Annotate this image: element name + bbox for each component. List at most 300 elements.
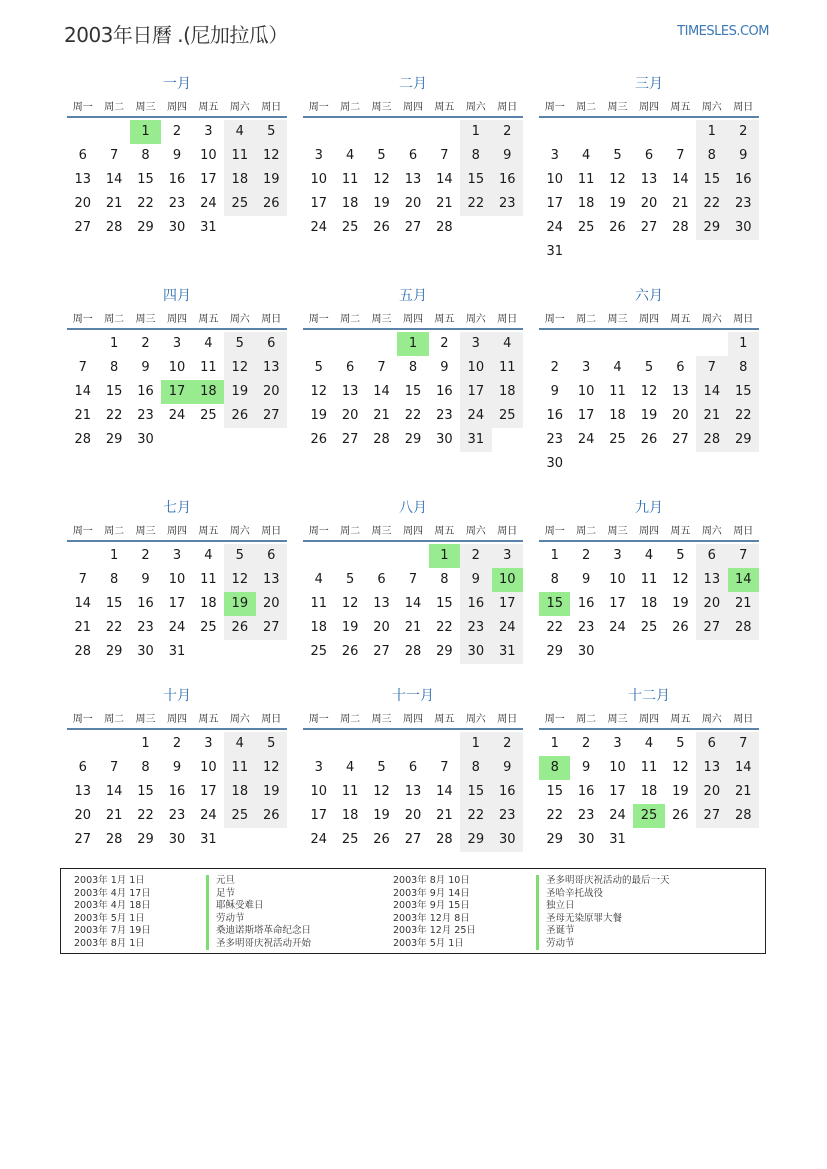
day-cell[interactable]: 7 xyxy=(440,148,449,163)
day-cell[interactable]: 29 xyxy=(460,828,491,852)
day-cell[interactable]: 1 xyxy=(141,736,150,751)
day-cell[interactable]: 11 xyxy=(341,172,359,187)
day-cell[interactable]: 12 xyxy=(672,760,689,775)
day-cell[interactable]: 29 xyxy=(436,644,453,659)
day-cell[interactable]: 13 xyxy=(74,784,91,799)
day-cell[interactable]: 5 xyxy=(256,120,287,144)
day-cell[interactable]: 20 xyxy=(696,780,727,804)
day-cell[interactable]: 28 xyxy=(404,644,422,659)
day-cell[interactable]: 3 xyxy=(613,548,622,563)
day-cell[interactable]: 27 xyxy=(696,804,727,828)
day-cell[interactable]: 22 xyxy=(460,192,491,216)
day-cell[interactable]: 14 xyxy=(105,784,123,799)
day-cell[interactable]: 28 xyxy=(74,432,91,447)
day-cell[interactable]: 28 xyxy=(728,616,759,640)
day-cell[interactable]: 2 xyxy=(460,544,491,568)
day-cell[interactable]: 25 xyxy=(310,644,327,659)
day-cell[interactable]: 9 xyxy=(728,144,759,168)
day-cell[interactable]: 15 xyxy=(696,168,727,192)
day-cell[interactable]: 8 xyxy=(728,356,759,380)
day-cell[interactable]: 23 xyxy=(577,808,595,823)
day-cell[interactable]: 24 xyxy=(310,220,327,235)
day-cell[interactable]: 3 xyxy=(204,124,213,139)
day-cell[interactable]: 28 xyxy=(728,804,759,828)
day-cell[interactable]: 10 xyxy=(609,760,626,775)
day-cell[interactable]: 3 xyxy=(172,548,182,563)
day-cell[interactable]: 5 xyxy=(314,360,323,375)
day-cell[interactable]: 17 xyxy=(200,172,217,187)
day-cell[interactable]: 21 xyxy=(404,620,422,635)
day-cell[interactable]: 23 xyxy=(168,808,186,823)
day-cell[interactable]: 18 xyxy=(640,596,658,611)
day-cell[interactable]: 10 xyxy=(168,360,186,375)
day-cell[interactable]: 23 xyxy=(492,804,523,828)
day-cell[interactable]: 5 xyxy=(644,360,654,375)
day-cell[interactable]: 8 xyxy=(460,756,491,780)
day-cell[interactable]: 26 xyxy=(672,620,689,635)
day-cell[interactable]: 11 xyxy=(224,144,255,168)
day-cell[interactable]: 9 xyxy=(581,760,591,775)
day-cell[interactable]: 27 xyxy=(256,404,287,428)
day-cell[interactable]: 15 xyxy=(105,384,123,399)
day-cell[interactable]: 4 xyxy=(581,148,591,163)
day-cell[interactable]: 12 xyxy=(341,596,359,611)
day-cell[interactable]: 17 xyxy=(161,380,192,404)
day-cell[interactable]: 29 xyxy=(728,428,759,452)
day-cell[interactable]: 25 xyxy=(577,220,595,235)
day-cell[interactable]: 16 xyxy=(546,408,563,423)
day-cell[interactable]: 23 xyxy=(137,620,154,635)
day-cell[interactable]: 27 xyxy=(74,220,91,235)
day-cell[interactable]: 19 xyxy=(609,196,626,211)
day-cell[interactable]: 18 xyxy=(310,620,327,635)
day-cell[interactable]: 30 xyxy=(728,216,759,240)
day-cell[interactable]: 17 xyxy=(168,596,186,611)
day-cell[interactable]: 30 xyxy=(436,432,453,447)
day-cell[interactable]: 31 xyxy=(609,832,626,847)
day-cell[interactable]: 20 xyxy=(404,808,422,823)
day-cell[interactable]: 27 xyxy=(256,616,287,640)
day-cell[interactable]: 21 xyxy=(436,808,453,823)
day-cell[interactable]: 17 xyxy=(546,196,563,211)
day-cell[interactable]: 25 xyxy=(640,620,658,635)
day-cell[interactable]: 4 xyxy=(224,120,255,144)
day-cell[interactable]: 8 xyxy=(440,572,449,587)
day-cell[interactable]: 25 xyxy=(633,804,664,828)
day-cell[interactable]: 22 xyxy=(105,620,123,635)
day-cell[interactable]: 15 xyxy=(404,384,422,399)
day-cell[interactable]: 15 xyxy=(137,172,154,187)
day-cell[interactable]: 13 xyxy=(640,172,658,187)
day-cell[interactable]: 25 xyxy=(341,220,359,235)
day-cell[interactable]: 5 xyxy=(613,148,622,163)
day-cell[interactable]: 16 xyxy=(492,780,523,804)
day-cell[interactable]: 11 xyxy=(577,172,595,187)
day-cell[interactable]: 11 xyxy=(200,572,217,587)
day-cell[interactable]: 25 xyxy=(492,404,523,428)
day-cell[interactable]: 23 xyxy=(137,408,154,423)
day-cell[interactable]: 12 xyxy=(672,572,689,587)
day-cell[interactable]: 22 xyxy=(404,408,422,423)
day-cell[interactable]: 30 xyxy=(168,832,186,847)
day-cell[interactable]: 22 xyxy=(105,408,123,423)
day-cell[interactable]: 1 xyxy=(460,732,491,756)
day-cell[interactable]: 14 xyxy=(436,784,453,799)
day-cell[interactable]: 20 xyxy=(640,196,658,211)
day-cell[interactable]: 4 xyxy=(204,548,213,563)
day-cell[interactable]: 26 xyxy=(341,644,359,659)
day-cell[interactable]: 31 xyxy=(200,220,217,235)
day-cell[interactable]: 16 xyxy=(492,168,523,192)
day-cell[interactable]: 23 xyxy=(460,616,491,640)
day-cell[interactable]: 30 xyxy=(460,640,491,664)
day-cell[interactable]: 3 xyxy=(613,736,622,751)
day-cell[interactable]: 5 xyxy=(345,572,355,587)
day-cell[interactable]: 24 xyxy=(168,408,186,423)
day-cell[interactable]: 23 xyxy=(577,620,595,635)
day-cell[interactable]: 6 xyxy=(78,148,87,163)
day-cell[interactable]: 24 xyxy=(310,832,327,847)
day-cell[interactable]: 7 xyxy=(676,148,685,163)
day-cell[interactable]: 6 xyxy=(408,760,418,775)
day-cell[interactable]: 21 xyxy=(74,620,91,635)
day-cell[interactable]: 2 xyxy=(581,736,591,751)
day-cell[interactable]: 30 xyxy=(492,828,523,852)
day-cell[interactable]: 6 xyxy=(408,148,418,163)
day-cell[interactable]: 15 xyxy=(546,784,563,799)
day-cell[interactable]: 24 xyxy=(492,616,523,640)
day-cell[interactable]: 1 xyxy=(109,336,119,351)
day-cell[interactable]: 20 xyxy=(74,196,91,211)
day-cell[interactable]: 12 xyxy=(373,172,390,187)
day-cell[interactable]: 17 xyxy=(460,380,491,404)
day-cell[interactable]: 13 xyxy=(404,172,422,187)
day-cell[interactable]: 28 xyxy=(74,644,91,659)
day-cell[interactable]: 16 xyxy=(137,384,154,399)
day-cell[interactable]: 1 xyxy=(397,332,428,356)
day-cell[interactable]: 15 xyxy=(539,592,570,616)
day-cell[interactable]: 30 xyxy=(577,644,595,659)
day-cell[interactable]: 18 xyxy=(200,596,217,611)
day-cell[interactable]: 27 xyxy=(696,616,727,640)
day-cell[interactable]: 15 xyxy=(436,596,453,611)
day-cell[interactable]: 18 xyxy=(224,780,255,804)
day-cell[interactable]: 10 xyxy=(609,572,626,587)
day-cell[interactable]: 30 xyxy=(546,456,563,471)
day-cell[interactable]: 27 xyxy=(341,432,359,447)
day-cell[interactable]: 6 xyxy=(377,572,386,587)
day-cell[interactable]: 9 xyxy=(581,572,591,587)
day-cell[interactable]: 25 xyxy=(224,192,255,216)
day-cell[interactable]: 8 xyxy=(460,144,491,168)
day-cell[interactable]: 10 xyxy=(577,384,595,399)
day-cell[interactable]: 24 xyxy=(168,620,186,635)
day-cell[interactable]: 4 xyxy=(613,360,622,375)
day-cell[interactable]: 21 xyxy=(672,196,689,211)
day-cell[interactable]: 22 xyxy=(436,620,453,635)
day-cell[interactable]: 2 xyxy=(728,120,759,144)
day-cell[interactable]: 1 xyxy=(460,120,491,144)
day-cell[interactable]: 18 xyxy=(193,380,224,404)
day-cell[interactable]: 19 xyxy=(224,380,255,404)
day-cell[interactable]: 15 xyxy=(460,168,491,192)
day-cell[interactable]: 4 xyxy=(644,736,654,751)
day-cell[interactable]: 13 xyxy=(696,756,727,780)
day-cell[interactable]: 14 xyxy=(728,568,759,592)
day-cell[interactable]: 22 xyxy=(137,808,154,823)
day-cell[interactable]: 18 xyxy=(224,168,255,192)
day-cell[interactable]: 7 xyxy=(377,360,386,375)
day-cell[interactable]: 4 xyxy=(644,548,654,563)
day-cell[interactable]: 22 xyxy=(460,804,491,828)
day-cell[interactable]: 12 xyxy=(609,172,626,187)
day-cell[interactable]: 27 xyxy=(404,832,422,847)
day-cell[interactable]: 23 xyxy=(168,196,186,211)
day-cell[interactable]: 29 xyxy=(105,432,123,447)
day-cell[interactable]: 22 xyxy=(546,808,563,823)
day-cell[interactable]: 11 xyxy=(492,356,523,380)
day-cell[interactable]: 4 xyxy=(224,732,255,756)
day-cell[interactable]: 1 xyxy=(550,548,559,563)
day-cell[interactable]: 21 xyxy=(74,408,91,423)
day-cell[interactable]: 7 xyxy=(109,760,119,775)
day-cell[interactable]: 1 xyxy=(728,332,759,356)
day-cell[interactable]: 11 xyxy=(200,360,217,375)
day-cell[interactable]: 29 xyxy=(137,220,154,235)
day-cell[interactable]: 20 xyxy=(74,808,91,823)
day-cell[interactable]: 26 xyxy=(609,220,626,235)
day-cell[interactable]: 12 xyxy=(224,568,255,592)
day-cell[interactable]: 20 xyxy=(373,620,390,635)
day-cell[interactable]: 21 xyxy=(696,404,727,428)
day-cell[interactable]: 17 xyxy=(577,408,595,423)
day-cell[interactable]: 21 xyxy=(105,808,123,823)
day-cell[interactable]: 24 xyxy=(577,432,595,447)
day-cell[interactable]: 2 xyxy=(172,736,182,751)
day-cell[interactable]: 25 xyxy=(341,832,359,847)
day-cell[interactable]: 5 xyxy=(676,736,685,751)
day-cell[interactable]: 26 xyxy=(256,804,287,828)
day-cell[interactable]: 28 xyxy=(373,432,390,447)
day-cell[interactable]: 27 xyxy=(404,220,422,235)
day-cell[interactable]: 8 xyxy=(408,360,418,375)
day-cell[interactable]: 31 xyxy=(546,244,563,259)
day-cell[interactable]: 19 xyxy=(256,168,287,192)
day-cell[interactable]: 12 xyxy=(256,144,287,168)
day-cell[interactable]: 10 xyxy=(200,760,217,775)
day-cell[interactable]: 9 xyxy=(141,572,150,587)
day-cell[interactable]: 23 xyxy=(728,192,759,216)
day-cell[interactable]: 7 xyxy=(408,572,418,587)
day-cell[interactable]: 26 xyxy=(310,432,327,447)
day-cell[interactable]: 1 xyxy=(130,120,161,144)
day-cell[interactable]: 26 xyxy=(373,220,390,235)
day-cell[interactable]: 26 xyxy=(224,616,255,640)
day-cell[interactable]: 11 xyxy=(609,384,626,399)
day-cell[interactable]: 9 xyxy=(141,360,150,375)
day-cell[interactable]: 16 xyxy=(577,596,595,611)
day-cell[interactable]: 12 xyxy=(640,384,658,399)
day-cell[interactable]: 22 xyxy=(728,404,759,428)
day-cell[interactable]: 24 xyxy=(609,620,626,635)
day-cell[interactable]: 3 xyxy=(314,760,323,775)
day-cell[interactable]: 4 xyxy=(204,336,213,351)
day-cell[interactable]: 21 xyxy=(728,592,759,616)
day-cell[interactable]: 2 xyxy=(141,336,150,351)
day-cell[interactable]: 4 xyxy=(492,332,523,356)
day-cell[interactable]: 10 xyxy=(168,572,186,587)
day-cell[interactable]: 7 xyxy=(440,760,449,775)
day-cell[interactable]: 8 xyxy=(696,144,727,168)
day-cell[interactable]: 21 xyxy=(728,780,759,804)
day-cell[interactable]: 8 xyxy=(539,756,570,780)
day-cell[interactable]: 10 xyxy=(310,172,327,187)
day-cell[interactable]: 8 xyxy=(109,572,119,587)
day-cell[interactable]: 11 xyxy=(310,596,327,611)
day-cell[interactable]: 5 xyxy=(377,148,386,163)
day-cell[interactable]: 31 xyxy=(492,640,523,664)
day-cell[interactable]: 25 xyxy=(609,432,626,447)
day-cell[interactable]: 20 xyxy=(672,408,689,423)
day-cell[interactable]: 1 xyxy=(109,548,119,563)
day-cell[interactable]: 25 xyxy=(224,804,255,828)
day-cell[interactable]: 16 xyxy=(168,172,186,187)
day-cell[interactable]: 17 xyxy=(609,596,626,611)
day-cell[interactable]: 19 xyxy=(672,784,689,799)
day-cell[interactable]: 24 xyxy=(200,196,217,211)
day-cell[interactable]: 3 xyxy=(172,336,182,351)
day-cell[interactable]: 6 xyxy=(696,732,727,756)
day-cell[interactable]: 11 xyxy=(640,760,658,775)
day-cell[interactable]: 7 xyxy=(696,356,727,380)
day-cell[interactable]: 7 xyxy=(78,572,87,587)
day-cell[interactable]: 18 xyxy=(341,808,359,823)
day-cell[interactable]: 20 xyxy=(404,196,422,211)
day-cell[interactable]: 20 xyxy=(341,408,359,423)
day-cell[interactable]: 27 xyxy=(640,220,658,235)
day-cell[interactable]: 5 xyxy=(224,332,255,356)
day-cell[interactable]: 4 xyxy=(314,572,323,587)
day-cell[interactable]: 31 xyxy=(168,644,186,659)
day-cell[interactable]: 20 xyxy=(256,380,287,404)
day-cell[interactable]: 22 xyxy=(137,196,154,211)
day-cell[interactable]: 16 xyxy=(728,168,759,192)
day-cell[interactable]: 20 xyxy=(696,592,727,616)
day-cell[interactable]: 7 xyxy=(109,148,119,163)
day-cell[interactable]: 5 xyxy=(224,544,255,568)
day-cell[interactable]: 18 xyxy=(640,784,658,799)
day-cell[interactable]: 6 xyxy=(78,760,87,775)
day-cell[interactable]: 25 xyxy=(200,620,217,635)
day-cell[interactable]: 18 xyxy=(577,196,595,211)
day-cell[interactable]: 9 xyxy=(440,360,449,375)
day-cell[interactable]: 16 xyxy=(577,784,595,799)
day-cell[interactable]: 9 xyxy=(172,760,182,775)
day-cell[interactable]: 18 xyxy=(492,380,523,404)
day-cell[interactable]: 24 xyxy=(200,808,217,823)
day-cell[interactable]: 17 xyxy=(310,196,327,211)
day-cell[interactable]: 14 xyxy=(74,596,91,611)
day-cell[interactable]: 9 xyxy=(172,148,182,163)
day-cell[interactable]: 18 xyxy=(341,196,359,211)
day-cell[interactable]: 17 xyxy=(200,784,217,799)
day-cell[interactable]: 26 xyxy=(373,832,390,847)
day-cell[interactable]: 23 xyxy=(492,192,523,216)
day-cell[interactable]: 7 xyxy=(728,544,759,568)
day-cell[interactable]: 13 xyxy=(341,384,359,399)
day-cell[interactable]: 28 xyxy=(105,220,123,235)
day-cell[interactable]: 25 xyxy=(200,408,217,423)
day-cell[interactable]: 27 xyxy=(672,432,689,447)
day-cell[interactable]: 1 xyxy=(550,736,559,751)
day-cell[interactable]: 29 xyxy=(105,644,123,659)
day-cell[interactable]: 26 xyxy=(640,432,658,447)
day-cell[interactable]: 3 xyxy=(550,148,559,163)
day-cell[interactable]: 5 xyxy=(256,732,287,756)
day-cell[interactable]: 29 xyxy=(137,832,154,847)
day-cell[interactable]: 5 xyxy=(377,760,386,775)
day-cell[interactable]: 13 xyxy=(696,568,727,592)
day-cell[interactable]: 17 xyxy=(310,808,327,823)
day-cell[interactable]: 2 xyxy=(581,548,591,563)
day-cell[interactable]: 10 xyxy=(546,172,563,187)
day-cell[interactable]: 30 xyxy=(168,220,186,235)
day-cell[interactable]: 2 xyxy=(492,120,523,144)
day-cell[interactable]: 26 xyxy=(224,404,255,428)
day-cell[interactable]: 8 xyxy=(550,572,559,587)
day-cell[interactable]: 14 xyxy=(74,384,91,399)
day-cell[interactable]: 31 xyxy=(200,832,217,847)
day-cell[interactable]: 13 xyxy=(256,568,287,592)
day-cell[interactable]: 1 xyxy=(696,120,727,144)
day-cell[interactable]: 30 xyxy=(137,644,154,659)
day-cell[interactable]: 28 xyxy=(672,220,689,235)
day-cell[interactable]: 7 xyxy=(78,360,87,375)
day-cell[interactable]: 6 xyxy=(644,148,654,163)
day-cell[interactable]: 13 xyxy=(404,784,422,799)
day-cell[interactable]: 22 xyxy=(546,620,563,635)
day-cell[interactable]: 7 xyxy=(728,732,759,756)
day-cell[interactable]: 14 xyxy=(728,756,759,780)
day-cell[interactable]: 28 xyxy=(436,832,453,847)
day-cell[interactable]: 16 xyxy=(436,384,453,399)
day-cell[interactable]: 24 xyxy=(546,220,563,235)
day-cell[interactable]: 1 xyxy=(429,544,460,568)
day-cell[interactable]: 6 xyxy=(676,360,685,375)
day-cell[interactable]: 12 xyxy=(256,756,287,780)
day-cell[interactable]: 2 xyxy=(172,124,182,139)
day-cell[interactable]: 11 xyxy=(341,784,359,799)
day-cell[interactable]: 10 xyxy=(460,356,491,380)
day-cell[interactable]: 11 xyxy=(640,572,658,587)
day-cell[interactable]: 14 xyxy=(672,172,689,187)
day-cell[interactable]: 19 xyxy=(256,780,287,804)
day-cell[interactable]: 9 xyxy=(460,568,491,592)
day-cell[interactable]: 19 xyxy=(224,592,255,616)
day-cell[interactable]: 28 xyxy=(436,220,453,235)
day-cell[interactable]: 21 xyxy=(105,196,123,211)
day-cell[interactable]: 26 xyxy=(672,808,689,823)
day-cell[interactable]: 19 xyxy=(672,596,689,611)
day-cell[interactable]: 3 xyxy=(460,332,491,356)
day-cell[interactable]: 13 xyxy=(373,596,390,611)
day-cell[interactable]: 8 xyxy=(141,148,150,163)
day-cell[interactable]: 6 xyxy=(345,360,355,375)
day-cell[interactable]: 20 xyxy=(256,592,287,616)
day-cell[interactable]: 2 xyxy=(492,732,523,756)
day-cell[interactable]: 28 xyxy=(696,428,727,452)
day-cell[interactable]: 31 xyxy=(460,428,491,452)
